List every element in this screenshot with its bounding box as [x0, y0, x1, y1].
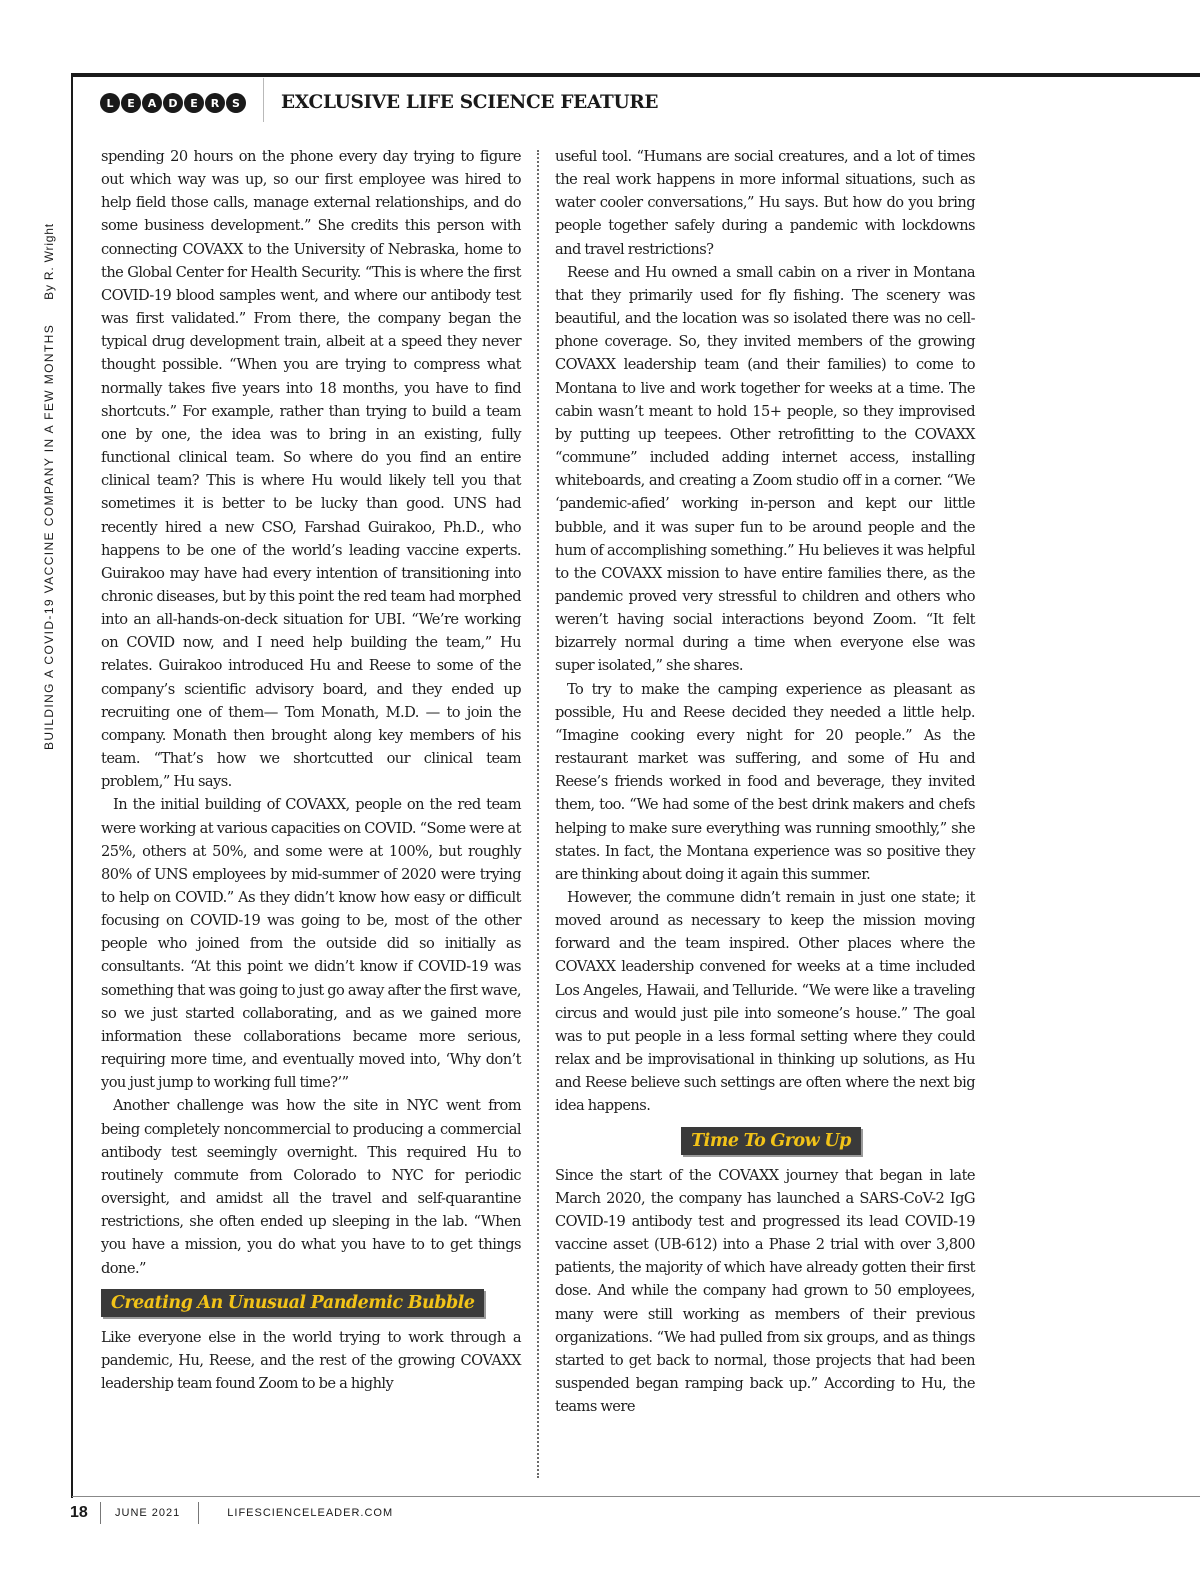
logo-letter: D [163, 93, 183, 113]
article-title: BUILDING A COVID-19 VACCINE COMPANY IN A FEW MONTHS [42, 323, 56, 750]
paragraph: Since the start of the COVAXX journey that began in late March 2020, the company has launched a SARS-CoV-2 IgG COVID-19 antibody test and progressed its lead COVID-19 vaccine asset (UB-612) into a Phase 2 trial with over 3,800 patients, the majority of which have already gotten their first dose. And while the company had grown to 50 employees, many were still working as members of their previous organizations. “We had pulled from six groups, and as things started to get back to normal, those projects that had been suspended began ramping back up.” According to Hu, the teams were [555, 1166, 975, 1416]
left-margin-rule [71, 73, 73, 1498]
paragraph: Reese and Hu owned a small cabin on a river in Montana that they primarily used for fly fishing. The scenery was beautiful, and the location was so isolated there was no cell-phone coverage. So, they invited members of the growing COVAXX leadership team (and their families) to come to Montana to live and work together for weeks at a time. The cabin wasn’t meant to hold 15+ people, so they improvised by putting up teepees. Other retrofitting to the COVAXX “commune” included adding internet access, installing whiteboards, and creating a Zoom studio off in a corner. “We ‘pandemic-afied’ working in-person and kept our little bubble, and it was super fun to be around people and the hum of accomplishing something.” Hu believes it was helpful to the COVAXX mission to have entire families there, as the pandemic proved very stressful to children and others who weren’t having social interactions beyond Zoom. “It felt bizarrely normal during a time when everyone else was super isolated,” she shares. [555, 263, 975, 675]
page-header [100, 90, 659, 116]
logo-letter: E [184, 93, 204, 113]
paragraph: useful tool. “Humans are social creatures, and a lot of times the real work happens in more informal situations, such as water cooler conversations,” Hu says. But how do you bring people together safely during a pandemic with lockdowns and travel restrictions? [555, 148, 975, 258]
paragraph: Another challenge was how the site in NYC went from being completely noncommercial to producing a commercial antibody test seemingly overnight. This required Hu to routinely commute from Colorado to NYC for periodic oversight, and amidst all the travel and self-quarantine restrictions, she often ended up sleeping in the lab. “When you have a mission, you do what you have to to get things done.” [101, 1097, 521, 1277]
vertical-sidebar [36, 223, 62, 756]
footer-divider [100, 1502, 101, 1524]
column-divider [537, 150, 539, 1478]
paragraph: To try to make the camping experience as pleasant as possible, Hu and Reese decided they needed a little help. “Imagine cooking every night for 20 people.” As the restaurant market was suffering, and some of Hu and Reese’s friends worked in food and beverage, they invited them, too. “We had some of the best drink makers and chefs helping to make sure everything was running smoothly,” she states. In fact, the Montana experience was so positive they are thinking about doing it again this summer. [555, 680, 975, 883]
logo-letter: E [121, 93, 141, 113]
article-column-right [555, 145, 975, 1418]
logo-letter: A [142, 93, 162, 113]
paragraph: spending 20 hours on the phone every day trying to figure out which way was up, so our first employee was hired to help field those calls, manage external relationships, and do some business development.” She credits this person with connecting COVAXX to the University of Nebraska, home to the Global Center for Health Security. “This is where the first COVID-19 blood samples went, and where our antibody test was first validated.” From there, the company began the typical drug development train, albeit at a speed they never thought possible. “When you are trying to compress what normally takes five years into 18 months, you have to find shortcuts.” For example, rather than trying to build a team one by one, the idea was to bring in an existing, fully functional clinical team. So where do you find an entire clinical team? This is where Hu would likely tell you that sometimes it is better to be lucky than good. UNS had recently hired a new CSO, Farshad Guirakoo, Ph.D., who happens to be one of the world’s leading vaccine experts. Guirakoo may have had every intention of transitioning into chronic diseases, but by this point the red team had morphed into an all-hands-on-deck situation for UBI. “We’re working on COVID now, and I need help building the team,” Hu relates. Guirakoo introduced Hu and Reese to some of the company’s scientific advisory board, and they ended up recruiting one of them— Tom Monath, M.D. — to join the company. Monath then brought along key members of his team. “That’s how we shortcutted our clinical team problem,” Hu says. [101, 148, 521, 791]
paragraph: Like everyone else in the world trying to work through a pandemic, Hu, Reese, and the rest of the growing COVAXX leadership team found Zoom to be a highly [101, 1328, 521, 1392]
logo-letter: S [226, 93, 246, 113]
logo-letter: L [100, 93, 120, 113]
paragraph: In the initial building of COVAXX, people on the red team were working at various capacities on COVID. “Some were at 25%, others at 50%, and some were at 100%, but roughly 80% of UNS employees by mid-summer of 2020 were trying to help on COVID.” As they didn’t know how easy or difficult focusing on COVID-19 was going to be, most of the other people who joined from the outside did so initially as consultants. “At this point we didn’t know if COVID-19 was something that was going to just go away after the first wave, so we just started collaborating, and as we gained more information these collaborations became more serious, requiring more time, and eventually moved into, ‘Why don’t you just jump to working full time?’” [101, 796, 521, 1092]
top-rule [72, 73, 1200, 77]
header-divider [263, 78, 264, 122]
issue-date: JUNE 2021 [115, 1507, 181, 1519]
subheading-time-to-grow-up [555, 1118, 975, 1164]
leaders-logo [100, 93, 246, 113]
page-footer [70, 1502, 393, 1524]
website-link[interactable]: LIFESCIENCELEADER.COM [227, 1507, 394, 1519]
byline: By R. Wright [42, 223, 56, 300]
logo-letter: R [205, 93, 225, 113]
subheading-creating-bubble [101, 1280, 521, 1326]
footer-rule [72, 1496, 1200, 1497]
paragraph: However, the commune didn’t remain in just one state; it moved around as necessary to keep the mission moving forward and the team inspired. Other places where the COVAXX leadership convened for weeks at a time included Los Angeles, Hawaii, and Telluride. “We were like a traveling circus and would just pile into someone’s house.” The goal was to put people in a less formal setting where they could relax and be improvisational in thinking up solutions, as Hu and Reese believe such settings are often where the next big idea happens. [555, 889, 975, 1115]
page-number: 18 [70, 1504, 88, 1521]
article-column-left [101, 145, 521, 1395]
subheading-text: Creating An Unusual Pandemic Bubble [101, 1289, 484, 1317]
subheading-text: Time To Grow Up [681, 1127, 861, 1155]
section-title: EXCLUSIVE LIFE SCIENCE FEATURE [281, 92, 659, 113]
footer-divider [198, 1502, 199, 1524]
